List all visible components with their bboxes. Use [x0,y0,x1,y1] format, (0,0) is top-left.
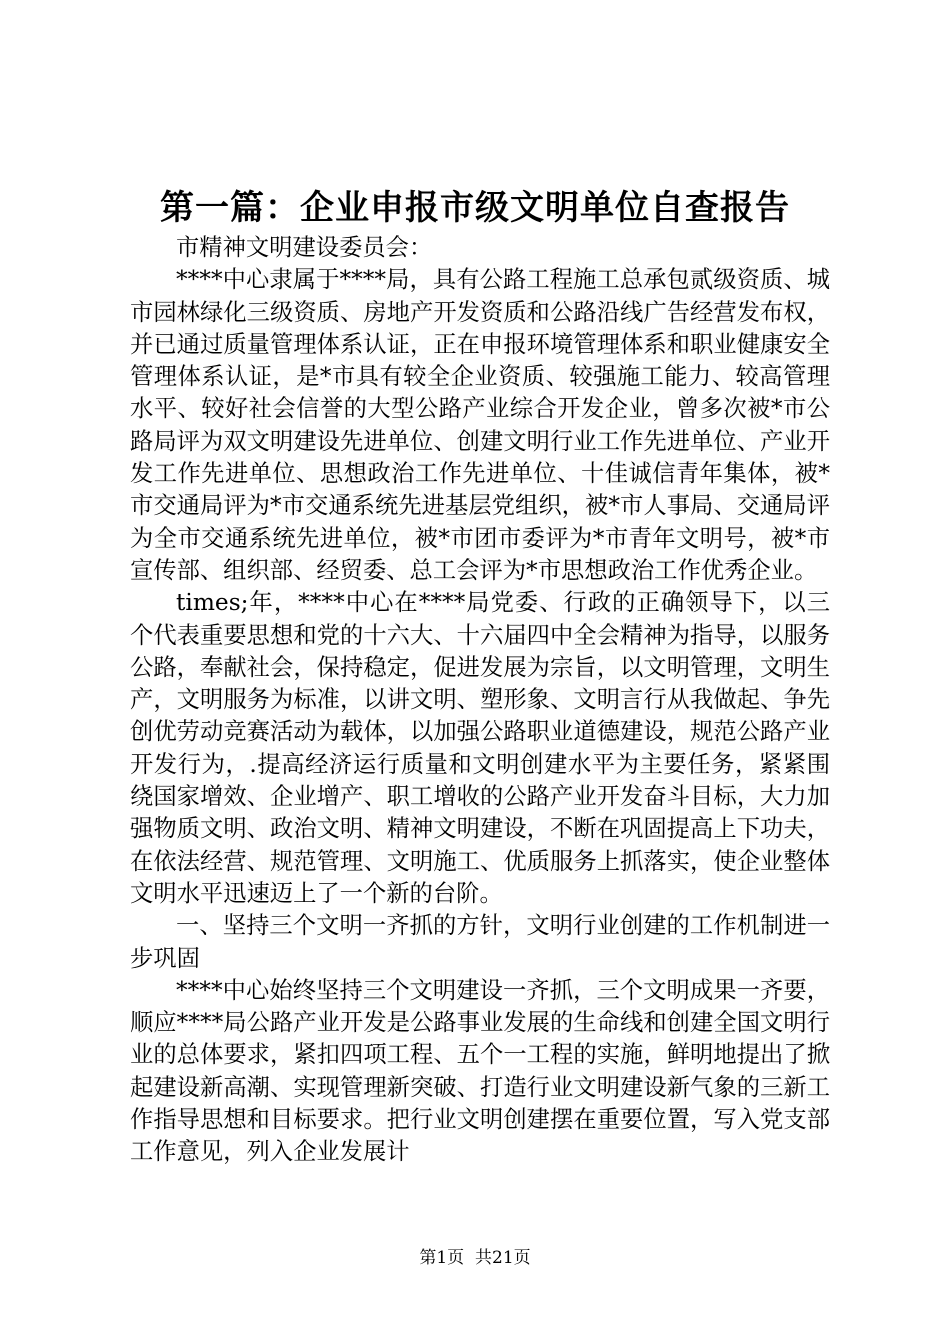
total-pages: 共21页 [475,1248,531,1268]
paragraph-intro: ****中心隶属于****局，具有公路工程施工总承包贰级资质、城市园林绿化三级资质、房地产开发资质和公路沿线广告经营发布权，并已通过质量管理体系认证，正在申报环境管理体系和职业健康安全管理体系认证，是*市具有较全企业资质、较强施工能力、较高管理水平、较好社会信誉的大型公路产业综合开发企业，曾多次被*市公路局评为双文明建设先进单位、创建文明行业工作先进单位、产业开发工作先进单位、思想政治工作先进单位、十佳诚信青年集体，被*市交通局评为*市交通系统先进基层党组织，被*市人事局、交通局评为全市交通系统先进单位，被*市团市委评为*市青年文明号，被*市宣传部、组织部、经贸委、总工会评为*市思想政治工作优秀企业。 [130,266,830,584]
paragraph-salutation: 市精神文明建设委员会： [176,234,433,261]
page-number: 第1页 [419,1248,465,1268]
paragraph-section-1: ****中心始终坚持三个文明建设一齐抓，三个文明成果一齐要，顺应****局公路产业开发是公路事业发展的生命线和创建全国文明行业的总体要求，紧扣四项工程、五个一工程的实施，鲜明地提出了掀起建设新高潮、实现管理新突破、打造行业文明建设新气象的三新工作指导思想和目标要求。把行业文明创建摆在重要位置，写入党支部工作意见，列入企业发展计 [130,976,830,1166]
page-footer [0,1247,950,1269]
document-body [130,232,830,1169]
footer-spacer [464,1248,475,1268]
document-title: 第一篇：企业申报市级文明单位自查报告 [160,188,790,228]
section-heading-1: 一、坚持三个文明一齐抓的方针，文明行业创建的工作机制进一步巩固 [130,912,830,972]
paragraph-overview: times;年，****中心在****局党委、行政的正确领导下，以三个代表重要思想和党的十六大、十六届四中全会精神为指导，以服务公路，奉献社会，保持稳定，促进发展为宗旨，以文明管理，文明生产，文明服务为标准，以讲文明、塑形象、文明言行从我做起、争先创优劳动竞赛活动为载体，以加强公路职业道德建设，规范公路产业开发行为，.提高经济运行质量和文明创建水平为主要任务，紧紧围绕国家增效、企业增产、职工增收的公路产业开发奋斗目标，大力加强物质文明、政治文明、精神文明建设，不断在巩固提高上下功夫，在依法经营、规范管理、文明施工、优质服务上抓落实，使企业整体文明水平迅速迈上了一个新的台阶。 [130,589,830,907]
